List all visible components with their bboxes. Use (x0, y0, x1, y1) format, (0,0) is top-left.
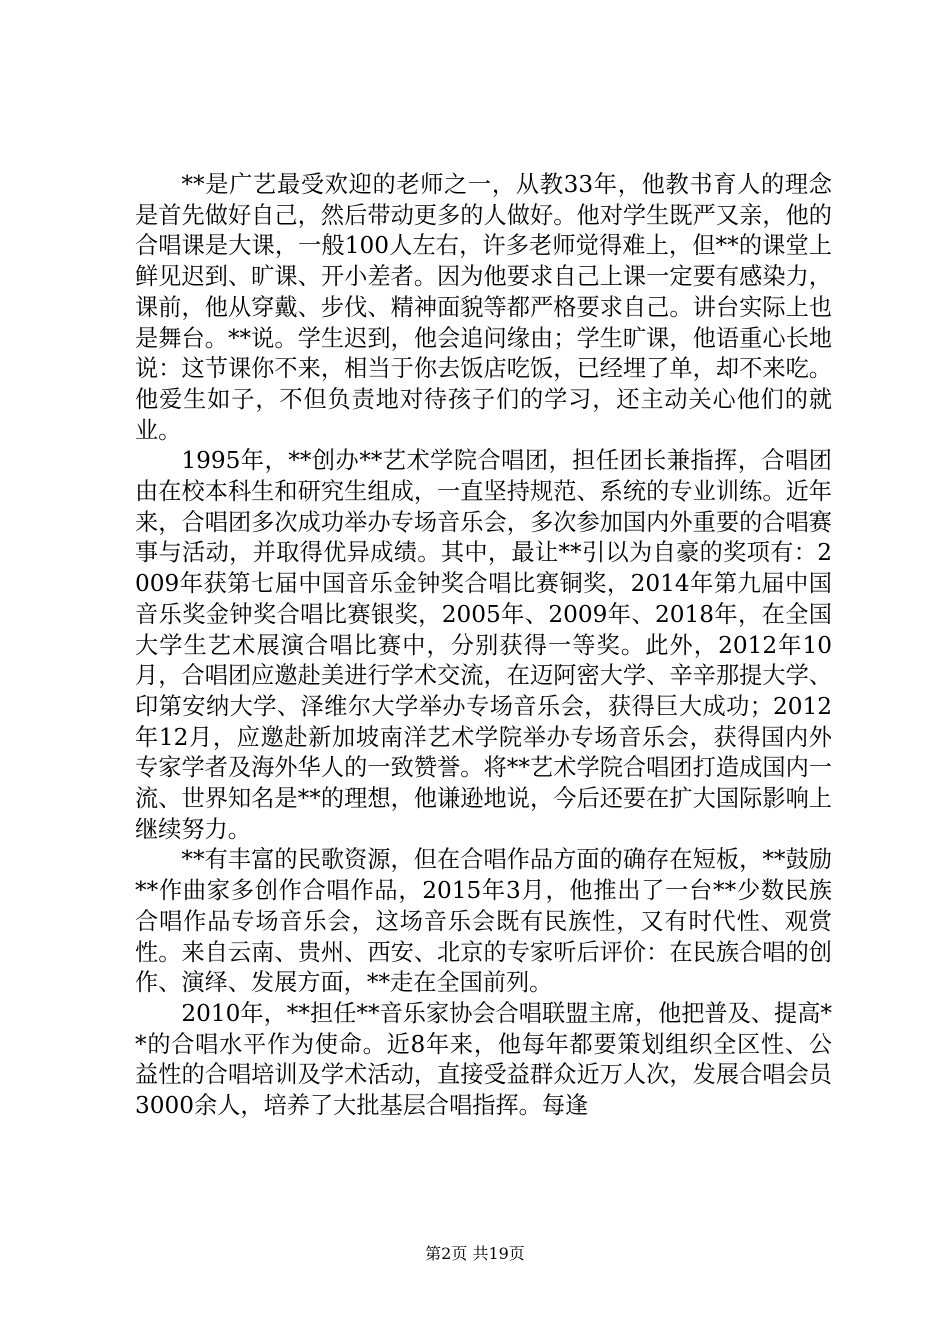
paragraph-3: **有丰富的民歌资源，但在合唱作品方面的确存在短板，**鼓励**作曲家多创作合唱作品，2015年3月，他推出了一台**少数民族合唱作品专场音乐会，这场音乐会既有民族性，又有时代性、观赏性。来自云南、贵州、西安、北京的专家听后评价：在民族合唱的创作、演绎、发展方面，**走在全国前列。 (135, 846, 832, 997)
document-body (135, 170, 832, 1122)
paragraph-1: **是广艺最受欢迎的老师之一，从教33年，他教书育人的理念是首先做好自己，然后带动更多的人做好。他对学生既严又亲，他的合唱课是大课，一般100人左右，许多老师觉得难上，但**的课堂上鲜见迟到、旷课、开小差者。因为他要求自己上课一定要有感染力，课前，他从穿戴、步伐、精神面貌等都严格要求自己。讲台实际上也是舞台。**说。学生迟到，他会追问缘由；学生旷课，他语重心长地说：这节课你不来，相当于你去饭店吃饭，已经埋了单，却不来吃。他爱生如子，不但负责地对待孩子们的学习，还主动关心他们的就业。 (135, 171, 832, 444)
paragraph-4: 2010年，**担任**音乐家协会合唱联盟主席，他把普及、提高**的合唱水平作为使命。近8年来，他每年都要策划组织全区性、公益性的合唱培训及学术活动，直接受益群众近万人次，发展合唱会员3000余人，培养了大批基层合唱指挥。每逢 (135, 999, 832, 1120)
page-footer (0, 1244, 950, 1264)
paragraph-2: 1995年，**创办**艺术学院合唱团，担任团长兼指挥，合唱团由在校本科生和研究生组成，一直坚持规范、系统的专业训练。近年来，合唱团多次成功举办专场音乐会，多次参加国内外重要的合唱赛事与活动，并取得优异成绩。其中，最让**引以为自豪的奖项有：2009年获第七届中国音乐金钟奖合唱比赛铜奖，2014年第九届中国音乐奖金钟奖合唱比赛银奖，2005年、2009年、2018年，在全国大学生艺术展演合唱比赛中，分别获得一等奖。此外，2012年10月，合唱团应邀赴美进行学术交流，在迈阿密大学、辛辛那提大学、印第安纳大学、泽维尔大学举办专场音乐会，获得巨大成功；2012年12月，应邀赴新加坡南洋艺术学院举办专场音乐会，获得国内外专家学者及海外华人的一致赞誉。将**艺术学院合唱团打造成国内一流、世界知名是**的理想，他谦逊地说，今后还要在扩大国际影响上继续努力。 (135, 447, 832, 843)
page-number: 第2页 共19页 (425, 1244, 525, 1263)
